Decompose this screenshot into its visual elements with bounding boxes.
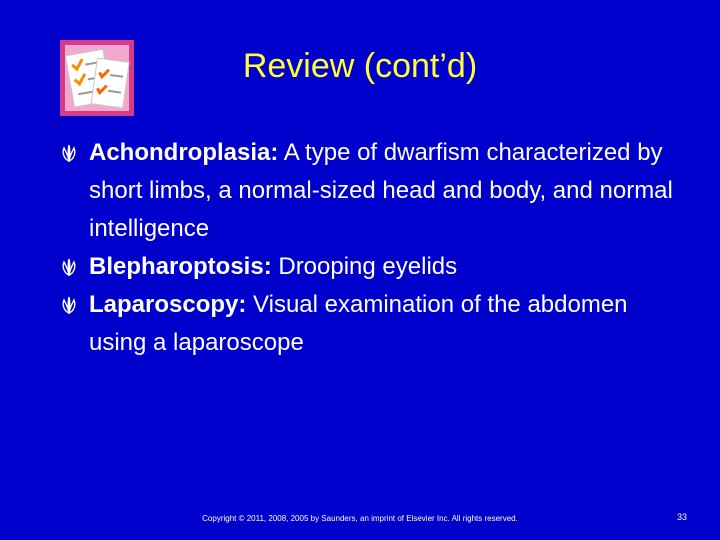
bullet-item [58, 248, 678, 286]
flower-bullet-icon [58, 143, 80, 163]
bullet-definition: A type of dwarfism characterized by short limbs, a normal-sized head and body, and normal intelligence [89, 139, 673, 242]
slide-title: Review (cont’d) [242, 47, 478, 85]
bullet-definition: Drooping eyelids [271, 253, 458, 280]
bullet-definition: Visual examination of the abdomen using a laparoscope [89, 291, 628, 356]
bullet-item [58, 134, 678, 248]
bullet-item [58, 286, 678, 362]
checklist-icon [60, 40, 134, 116]
bullet-term: Blepharoptosis: [89, 253, 272, 280]
flower-bullet-icon [58, 295, 80, 315]
bullet-term: Achondroplasia: [89, 139, 279, 166]
flower-bullet-icon [58, 257, 80, 277]
bullet-term: Laparoscopy: [89, 291, 247, 318]
page-number: 33 [676, 512, 687, 522]
bullet-list [58, 134, 678, 362]
copyright-footer: Copyright © 2011, 2008, 2005 by Saunders, an imprint of Elsevier Inc. All rights reserved. [202, 514, 518, 523]
